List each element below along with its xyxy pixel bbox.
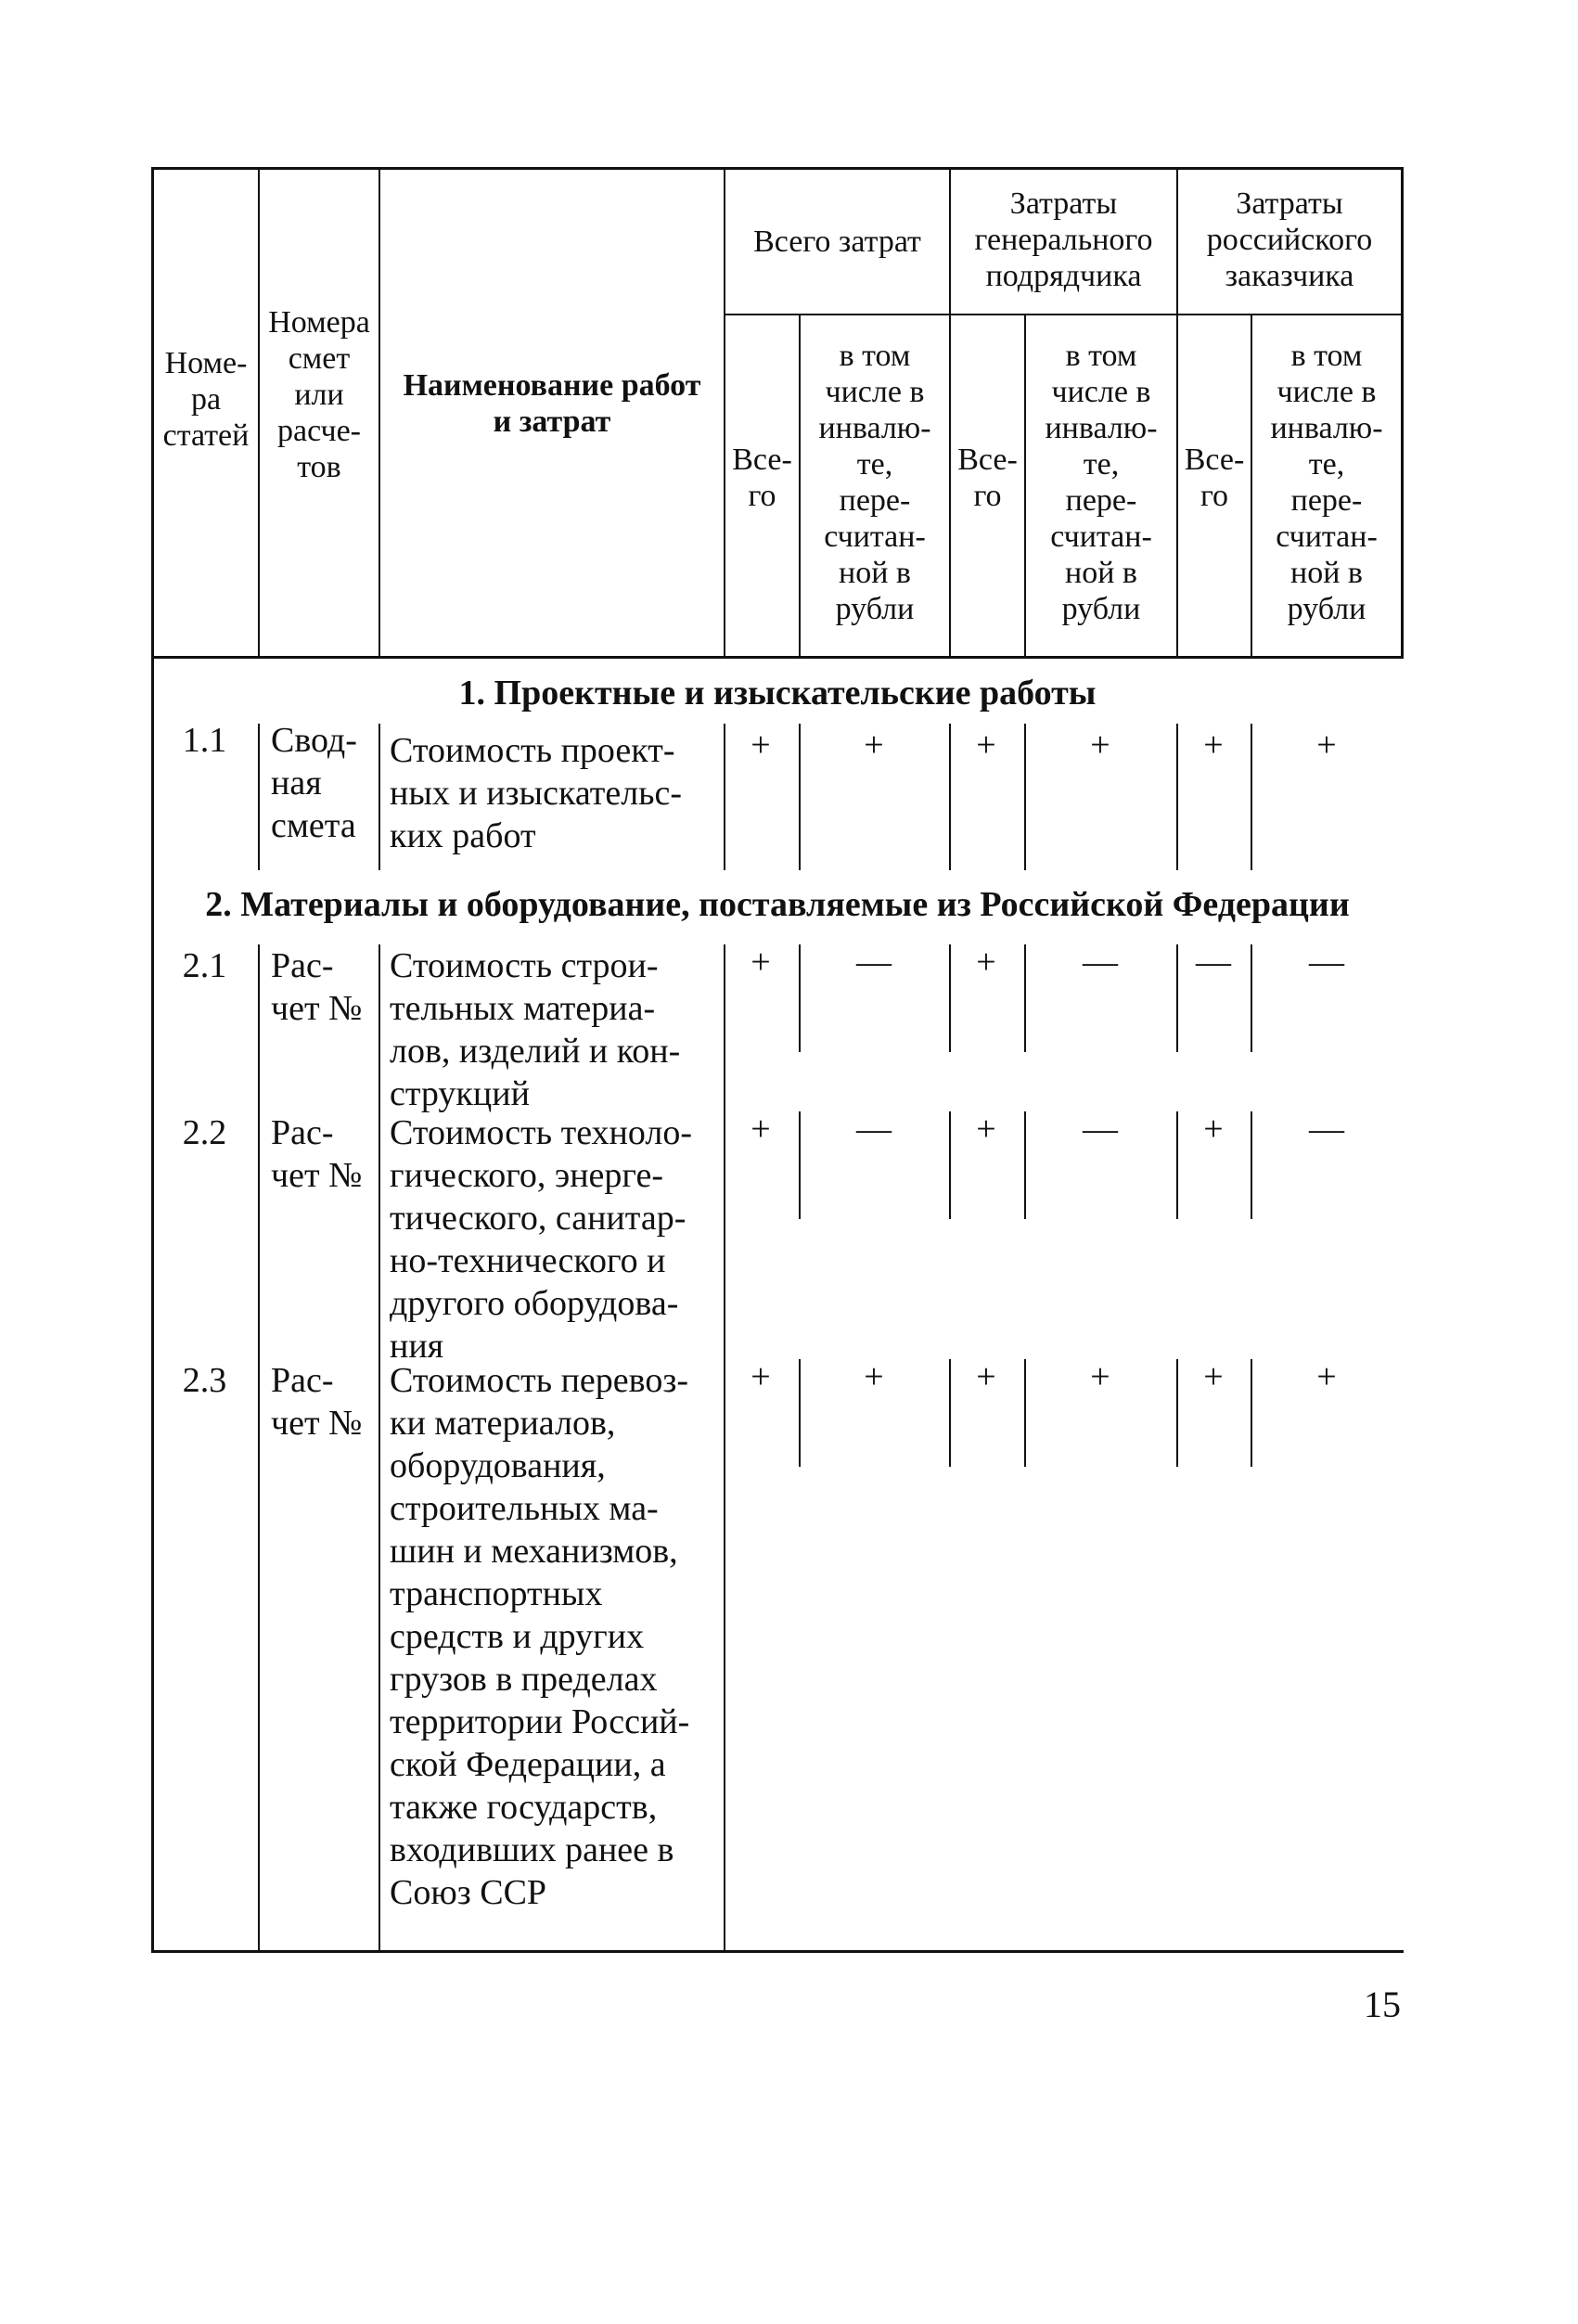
body-line-b1 [378, 724, 380, 870]
body-line-d1 [799, 724, 801, 870]
row-2-1-mark-6: — [1309, 943, 1344, 982]
body-line-h4 [1251, 1359, 1252, 1467]
row-2-1-mark-2: — [856, 943, 892, 982]
header-sub-currency-1: в том числе в инвалю- те, пере- считан- ной в рубли [818, 339, 931, 626]
row-2-1-name: Стоимость строи- тельных материа- лов, изделий и кон- струкций [390, 946, 681, 1113]
row-2-2-number: 2.2 [182, 1113, 227, 1152]
header-sub-total-2: Все- го [957, 443, 1018, 513]
table-bottom-border [151, 1950, 1404, 1953]
row-2-2-mark-3: + [976, 1110, 996, 1149]
row-1-1-mark-3: + [976, 725, 996, 764]
row-1-1-mark-6: + [1316, 725, 1337, 764]
row-2-1-mark-3: + [976, 943, 996, 982]
row-2-1-mark-1: + [751, 943, 771, 982]
body-line-f4 [1024, 1359, 1026, 1467]
body-line-d2 [799, 944, 801, 1052]
row-1-1-mark-5: + [1203, 725, 1224, 764]
header-estimate-numbers: Номера смет или расче- тов [268, 304, 370, 484]
row-2-2-estimate: Рас- чет № [271, 1113, 363, 1195]
row-2-3-mark-1: + [751, 1357, 771, 1396]
header-name-of-works: Наименование работ и затрат [403, 368, 701, 439]
row-2-1-number: 2.1 [182, 946, 227, 985]
header-sub-currency-3: в том числе в инвалю- те, пере- считан- ной в рубли [1270, 339, 1383, 626]
row-2-3-mark-2: + [864, 1357, 884, 1396]
row-2-3-mark-4: + [1090, 1357, 1110, 1396]
header-sub-total-1: Все- го [732, 443, 792, 513]
body-line-a2 [258, 944, 260, 1952]
row-2-3-mark-5: + [1203, 1357, 1224, 1396]
body-line-e4 [949, 1359, 951, 1467]
header-article-numbers: Номе- ра статей [162, 345, 250, 453]
section-title-1: 1. Проектные и изыскательские работы [458, 674, 1097, 713]
header-bottom-border [151, 656, 1404, 659]
body-line-a1 [258, 724, 260, 870]
row-1-1-mark-2: + [864, 725, 884, 764]
row-1-1-estimate: Свод- ная смета [271, 721, 357, 845]
row-2-2-mark-1: + [751, 1110, 771, 1149]
row-1-1-number: 1.1 [182, 721, 227, 760]
row-2-3-mark-3: + [976, 1357, 996, 1396]
header-group-divider [724, 314, 1403, 315]
row-2-2-mark-5: + [1203, 1110, 1224, 1149]
header-group-general-contractor: Затраты генерального подрядчика [974, 186, 1153, 293]
body-line-g2 [1176, 944, 1178, 1052]
body-line-h3 [1251, 1111, 1252, 1219]
header-sub-currency-2: в том числе в инвалю- те, пере- считан- ной в рубли [1045, 339, 1158, 626]
body-line-b2 [378, 944, 380, 1952]
section-title-2: 2. Материалы и оборудование, поставляемые из Российской Федерации [205, 885, 1350, 924]
body-line-e2 [949, 944, 951, 1052]
table-top-border [151, 167, 1404, 170]
row-2-3-mark-6: + [1316, 1357, 1337, 1396]
page-number: 15 [1364, 1984, 1401, 2025]
row-2-3-number: 2.3 [182, 1361, 227, 1400]
row-2-2-mark-4: — [1083, 1110, 1118, 1149]
table-right-border [1401, 167, 1404, 657]
body-line-e1 [949, 724, 951, 870]
header-group-russian-customer: Затраты российского заказчика [1206, 186, 1373, 293]
body-line-g3 [1176, 1111, 1178, 1219]
body-line-h1 [1251, 724, 1252, 870]
row-1-1-mark-4: + [1090, 725, 1110, 764]
header-sub-total-3: Все- го [1184, 443, 1245, 513]
body-line-f3 [1024, 1111, 1026, 1219]
body-line-f1 [1024, 724, 1026, 870]
row-2-2-mark-6: — [1309, 1110, 1344, 1149]
body-line-c2 [724, 944, 725, 1952]
row-2-2-name: Стоимость техноло- гического, энерге- тического, санитар- но-технического и другого оборудова- ния [390, 1113, 693, 1366]
row-2-3-estimate: Рас- чет № [271, 1361, 363, 1443]
body-line-f2 [1024, 944, 1026, 1052]
row-2-2-mark-2: — [856, 1110, 892, 1149]
row-1-1-name: Стоимость проект- ных и изыскательс- ких работ [390, 731, 683, 855]
body-line-g1 [1176, 724, 1178, 870]
row-1-1-mark-1: + [751, 725, 771, 764]
body-line-e3 [949, 1111, 951, 1219]
body-line-g4 [1176, 1359, 1178, 1467]
row-2-1-mark-5: — [1196, 943, 1231, 982]
row-2-1-mark-4: — [1083, 943, 1118, 982]
body-line-h2 [1251, 944, 1252, 1052]
row-2-3-name: Стоимость перевоз- ки материалов, оборудования, строительных ма- шин и механизмов, транспортных средств и других грузов в пределах территории Россий- ской Федерации, а также государств, входивших ранее в Союз ССР [390, 1361, 690, 1912]
body-line-d4 [799, 1359, 801, 1467]
header-group-total: Всего затрат [753, 224, 921, 259]
body-line-d3 [799, 1111, 801, 1219]
row-2-1-estimate: Рас- чет № [271, 946, 363, 1028]
body-line-c1 [724, 724, 725, 870]
